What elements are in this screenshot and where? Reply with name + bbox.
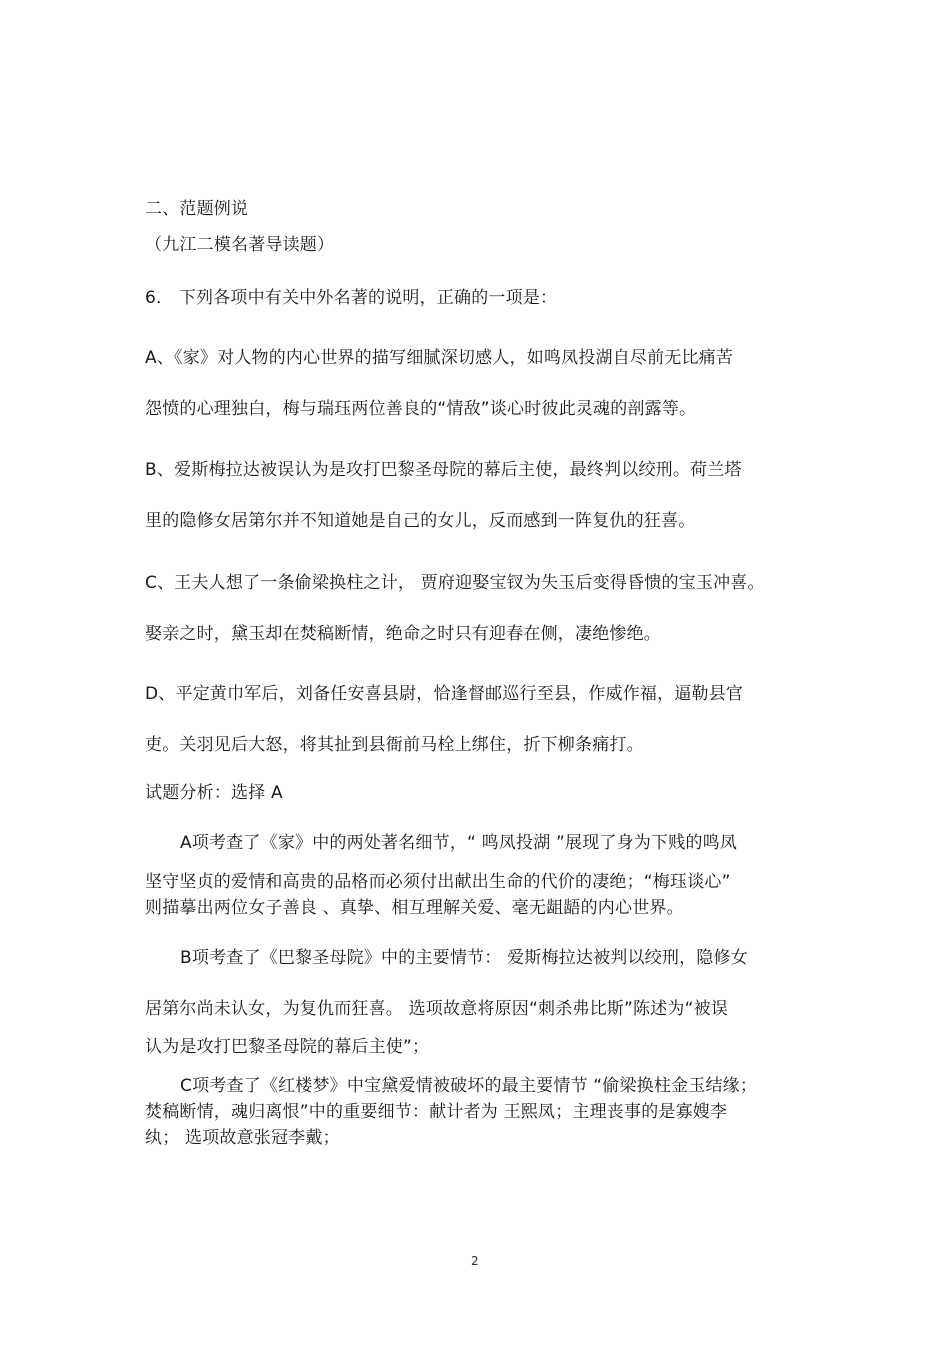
option-c-line1: C、王夫人想了一条偷梁换柱之计， 贾府迎娶宝钗为失玉后变得昏愦的宝玉冲喜。 bbox=[145, 573, 765, 593]
analysis-b-line3: 认为是攻打巴黎圣母院的幕后主使”； bbox=[145, 1037, 430, 1057]
question-stem: 6． 下列各项中有关中外名著的说明，正确的一项是： bbox=[145, 288, 558, 308]
section-heading: 二、范题例说 bbox=[145, 199, 249, 219]
analysis-a-line1: A项考查了《家》中的两处著名细节，“ 鸣凤投湖 ”展现了身为下贱的鸣凤 bbox=[180, 833, 738, 853]
option-b-line2: 里的隐修女居第尔并不知道她是自己的女儿，反而感到一阵复仇的狂喜。 bbox=[145, 511, 696, 531]
option-b-line1: B、爱斯梅拉达被误认为是攻打巴黎圣母院的幕后主使，最终判以绞刑。荷兰塔 bbox=[145, 460, 742, 480]
analysis-a-line3: 则描摹出两位女子善良 、真挚、相互理解关爱、毫无龃龉的内心世界。 bbox=[145, 898, 684, 918]
analysis-c-line3: 纨； 选项故意张冠李戴； bbox=[145, 1128, 340, 1148]
option-a-line1: A、《家》对人物的内心世界的描写细腻深切感人，如鸣凤投湖自尽前无比痛苦 bbox=[145, 348, 734, 368]
analysis-label: 试题分析：选择 A bbox=[145, 783, 283, 803]
analysis-b-line2: 居第尔尚未认女，为复仇而狂喜。 选项故意将原因“刺杀弗比斯”陈述为“被误 bbox=[145, 999, 729, 1019]
option-a-line2: 怨愤的心理独白，梅与瑞珏两位善良的“情敌”谈心时彼此灵魂的剖露等。 bbox=[145, 399, 697, 419]
page-number: 2 bbox=[471, 1254, 479, 1268]
analysis-c-line2: 焚稿断情，魂归离恨”中的重要细节：献计者为 王熙凤；主理丧事的是寡嫂李 bbox=[145, 1102, 728, 1122]
option-c-line2: 娶亲之时，黛玉却在焚稿断情，绝命之时只有迎春在侧，凄绝惨绝。 bbox=[145, 624, 661, 644]
analysis-b-line1: B项考查了《巴黎圣母院》中的主要情节： 爱斯梅拉达被判以绞刑，隐修女 bbox=[180, 948, 748, 968]
option-d-line1: D、平定黄巾军后，刘备任安喜县尉，恰逢督邮巡行至县，作威作福，逼勒县官 bbox=[145, 684, 744, 704]
source-note: （九江二模名著导读题） bbox=[145, 235, 335, 255]
analysis-c-line1: C项考查了《红楼梦》中宝黛爱情被破坏的最主要情节 “偷梁换柱金玉结缘； bbox=[180, 1076, 758, 1096]
option-d-line2: 吏。关羽见后大怒，将其扯到县衙前马栓上绑住，折下柳条痛打。 bbox=[145, 735, 644, 755]
analysis-a-line2: 坚守坚贞的爱情和高贵的品格而必须付出献出生命的代价的凄绝；“梅珏谈心” bbox=[145, 872, 731, 892]
